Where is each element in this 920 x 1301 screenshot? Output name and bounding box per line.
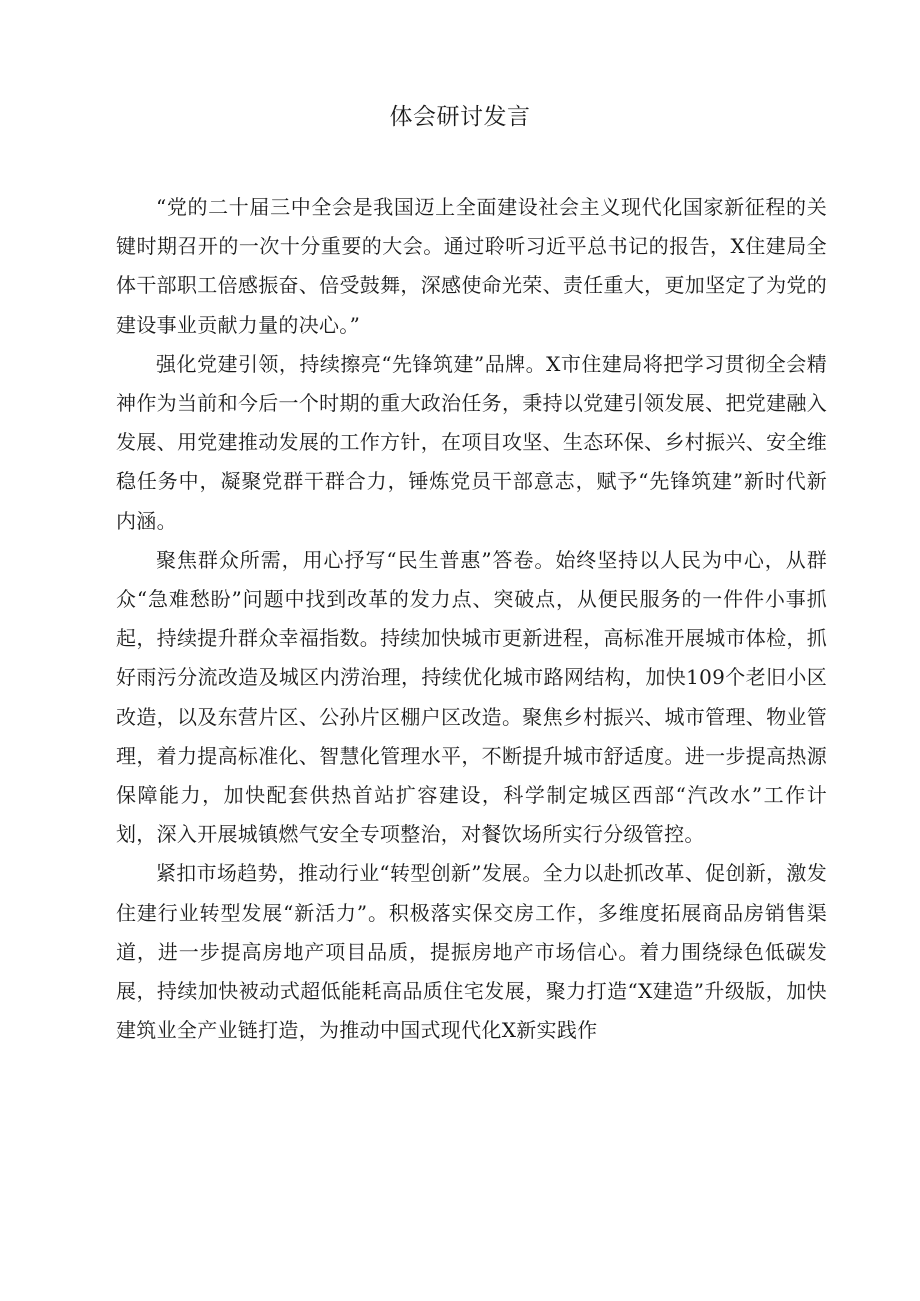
document-body <box>116 188 827 1050</box>
paragraph-livelihood: 聚焦群众所需，用心抒写“民生普惠”答卷。始终坚持以人民为中心，从群众“急难愁盼”问题中找到改革的发力点、突破点，从便民服务的一件件小事抓起，持续提升群众幸福指数。持续加快城市更新进程，高标准开展城市体检，抓好雨污分流改造及城区内涝治理，持续优化城市路网结构，加快109个老旧小区改造，以及东营片区、公孙片区棚户区改造。聚焦乡村振兴、城市管理、物业管理，着力提高标准化、智慧化管理水平，不断提升城市舒适度。进一步提高热源保障能力，加快配套供热首站扩容建设，科学制定城区西部“汽改水”工作计划，深入开展城镇燃气安全专项整治，对餐饮场所实行分级管控。 <box>116 547 827 847</box>
paragraph-market-innovation: 紧扣市场趋势，推动行业“转型创新”发展。全力以赴抓改革、促创新，激发住建行业转型发展“新活力”。积极落实保交房工作，多维度拓展商品房销售渠道，进一步提高房地产项目品质，提振房地产市场信心。着力围绕绿色低碳发展，持续加快被动式超低能耗高品质住宅发展，聚力打造“X建造”升级版，加快建筑业全产业链打造，为推动中国式现代化X新实践作 <box>116 861 827 1043</box>
document-title: 体会研讨发言 <box>389 104 531 130</box>
paragraph-party-building: 强化党建引领，持续擦亮“先锋筑建”品牌。X市住建局将把学习贯彻全会精神作为当前和今后一个时期的重大政治任务，秉持以党建引领发展、把党建融入发展、用党建推动发展的工作方针，在项目攻坚、生态环保、乡村振兴、安全维稳任务中，凝聚党群干群合力，锤炼党员干部意志，赋予“先锋筑建”新时代新内涵。 <box>116 351 827 533</box>
paragraph-intro-quote: “党的二十届三中全会是我国迈上全面建设社会主义现代化国家新征程的关键时期召开的一次十分重要的大会。通过聆听习近平总书记的报告，X住建局全体干部职工倍感振奋、倍受鼓舞，深感使命光荣、责任重大，更加坚定了为党的建设事业贡献力量的决心。” <box>116 195 827 337</box>
